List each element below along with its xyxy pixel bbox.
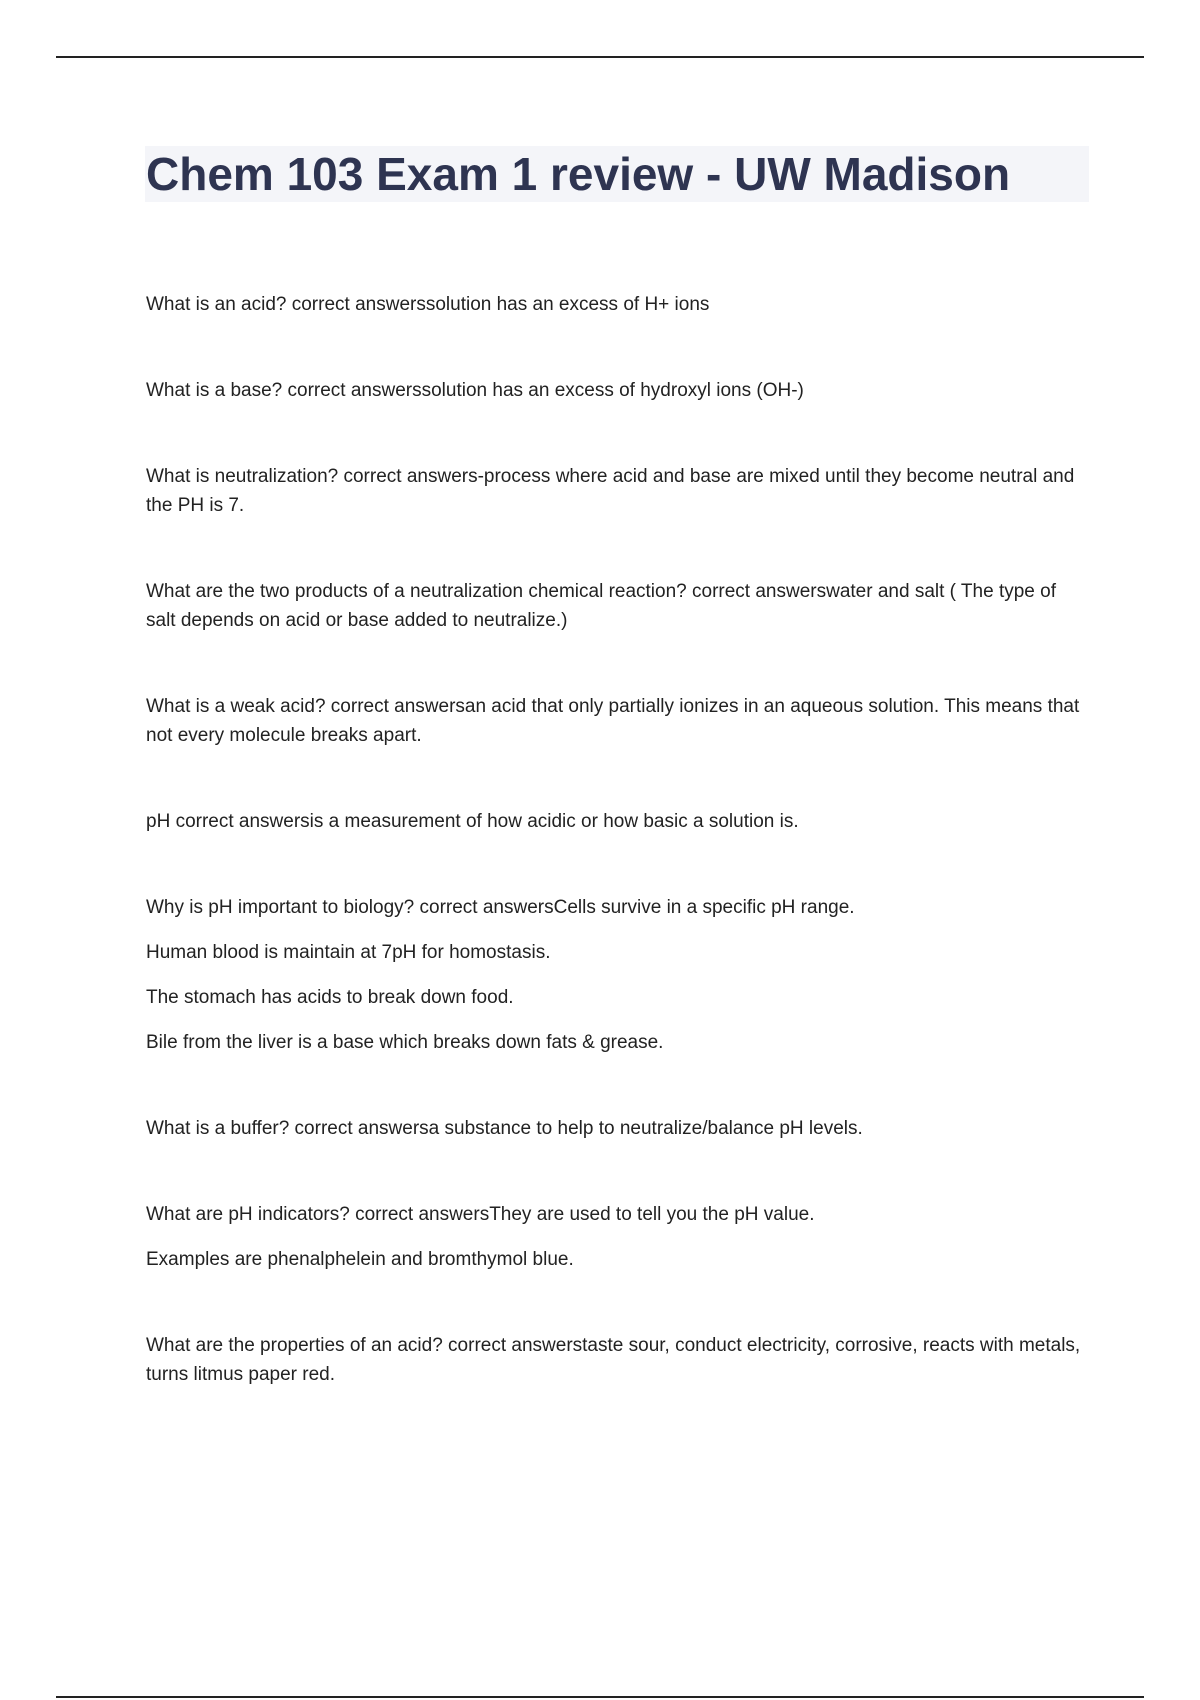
qa-entry-weak-acid [146,692,1086,750]
qa-text: What is a weak acid? correct answersan acid that only partially ionizes in an aqueous solution. This means that not every molecule breaks apart. [146,696,1080,746]
qa-text: What is neutralization? correct answers-process where acid and base are mixed until they become neutral and the PH is 7. [146,466,1075,516]
qa-text: What is a buffer? correct answersa substance to help to neutralize/balance pH levels. [146,1118,863,1139]
top-rule [56,56,1144,58]
document-title: Chem 103 Exam 1 review - UW Madison [146,148,1011,200]
qa-text: Bile from the liver is a base which breaks down fats & grease. [146,1032,664,1053]
qa-entry-ph [146,807,1086,836]
qa-entry-indicators [146,1200,1086,1274]
qa-text: The stomach has acids to break down food. [146,987,514,1008]
qa-entry-base [146,376,1086,405]
qa-text: What is an acid? correct answerssolution has an excess of H+ ions [146,294,710,315]
qa-text: What are the properties of an acid? correct answerstaste sour, conduct electricity, corrosive, reacts with metals, turns litmus paper red. [146,1335,1081,1385]
qa-text: What are pH indicators? correct answersThey are used to tell you the pH value. [146,1204,815,1225]
qa-entry-ph-biology [146,893,1086,1057]
qa-entry-buffer [146,1114,1086,1143]
bottom-rule [56,1696,1144,1698]
qa-text: Examples are phenalphelein and bromthymol blue. [146,1249,574,1270]
qa-text: What are the two products of a neutralization chemical reaction? correct answerswater and salt ( The type of salt depends on acid or base added to neutralize.) [146,581,1056,631]
qa-text: What is a base? correct answerssolution has an excess of hydroxyl ions (OH-) [146,380,804,401]
document-body [146,290,1086,1446]
qa-text: Human blood is maintain at 7pH for homostasis. [146,942,551,963]
qa-text: Why is pH important to biology? correct answersCells survive in a specific pH range. [146,897,855,918]
qa-entry-neutralization [146,462,1086,520]
qa-entry-acid [146,290,1086,319]
qa-entry-acid-properties [146,1331,1086,1389]
qa-entry-products [146,577,1086,635]
qa-text: pH correct answersis a measurement of how acidic or how basic a solution is. [146,811,799,832]
